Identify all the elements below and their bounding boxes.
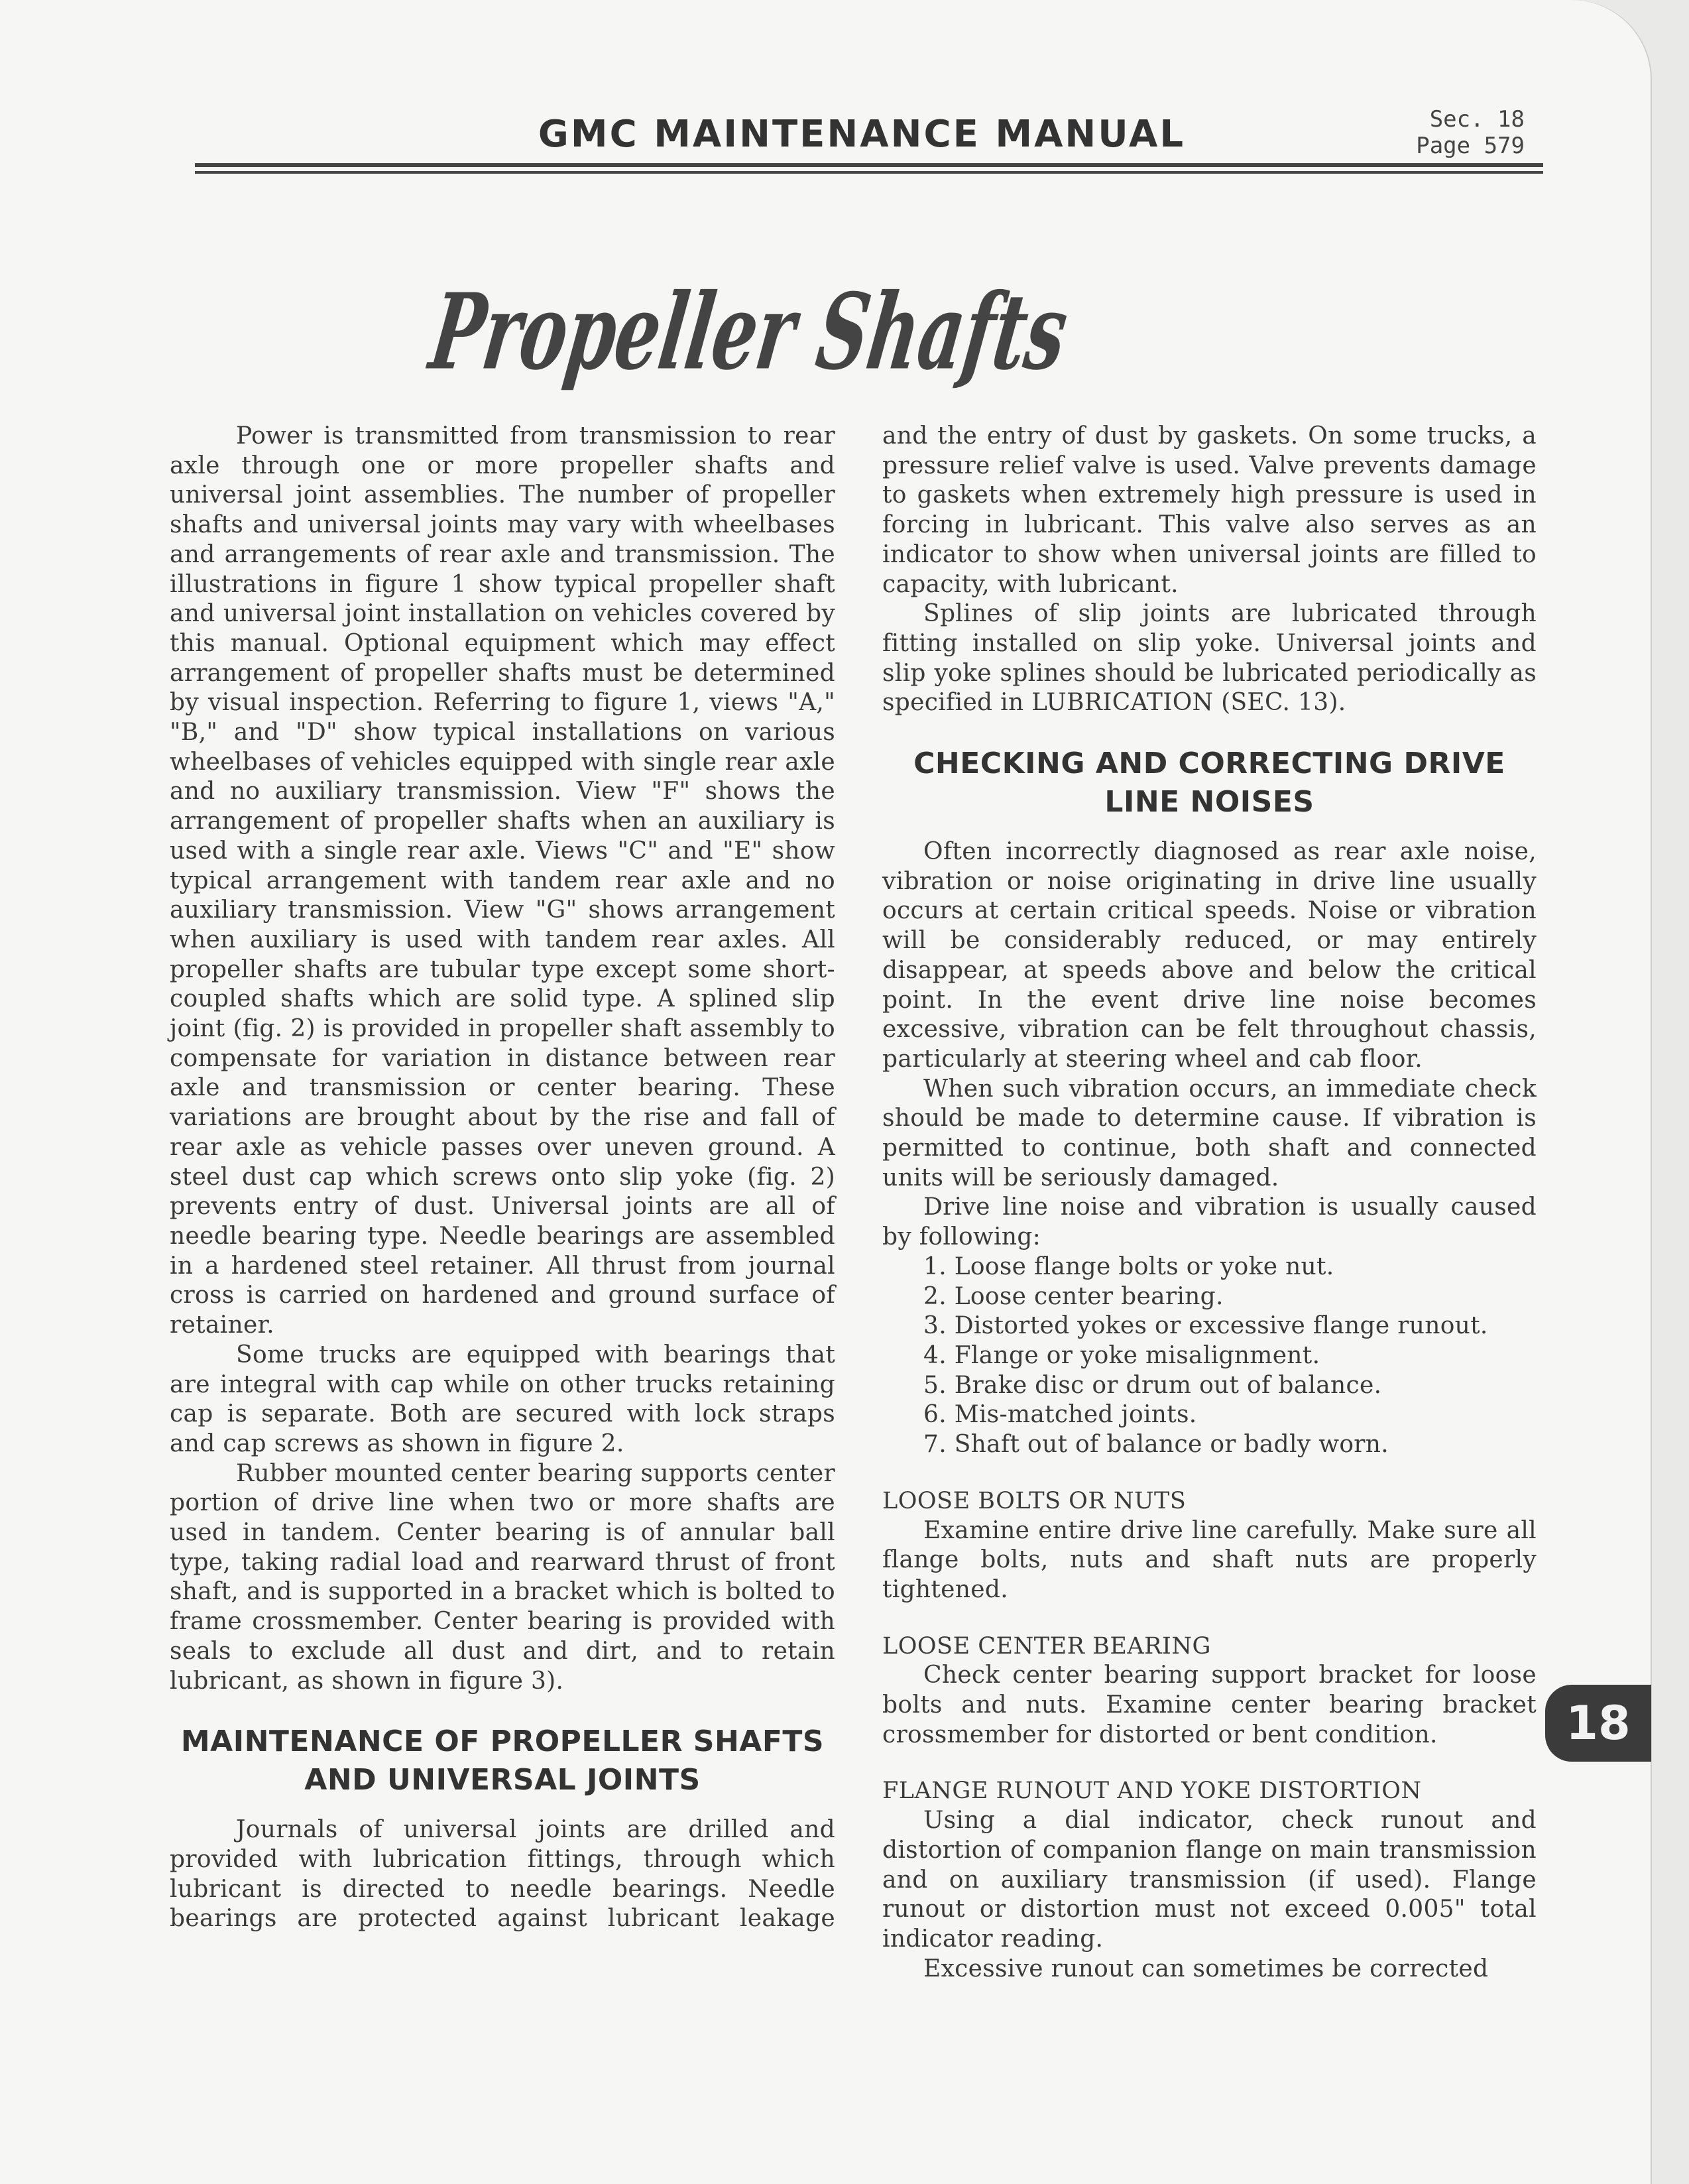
- paragraph: Using a dial indicator, check runout and distortion of companion flange on main transmission and on auxiliary transmission (if used). Flange runout or distortion must not exceed 0.005" total indicator reading.: [882, 1807, 1537, 1953]
- paragraph: Some trucks are equipped with bearings that are integral with cap while on other trucks retaining cap is separate. Both are secured with lock straps and cap screws as shown in figure 2.: [170, 1341, 835, 1457]
- list-item: 5. Brake disc or drum out of balance.: [923, 1371, 1382, 1399]
- paragraph: Excessive runout can sometimes be corrected: [923, 1955, 1489, 1982]
- list-item: 4. Flange or yoke misalignment.: [923, 1341, 1320, 1369]
- paragraph: Journals of universal joints are drilled and provided with lubrication fittings, through which lubricant is directed to needle bearings. Needle bearings are protected against lubricant leakage: [170, 1816, 835, 1933]
- list-item: 3. Distorted yokes or excessive flange runout.: [923, 1312, 1488, 1340]
- section-page-label: [1392, 106, 1525, 159]
- causes-list: [882, 1252, 1537, 1460]
- header-rule: [195, 171, 1543, 174]
- list-item: 1. Loose flange bolts or yoke nut.: [923, 1252, 1334, 1280]
- right-column: [882, 422, 1537, 1984]
- paragraph: Rubber mounted center bearing supports center portion of drive line when two or more shafts are used in tandem. Center bearing is of annular ball type, taking radial load and rearward thrust of front shaft, and is supported in a bracket which is bolted to frame crossmember. Center bearing is provided with seals to exclude all dust and dirt, and to retain lubricant, as shown in figure 3).: [170, 1459, 835, 1695]
- header-rule: [195, 163, 1543, 167]
- paragraph: and the entry of dust by gaskets. On some trucks, a pressure relief valve is used. Valve prevents damage to gaskets when extremely high pressure is used in forcing in lubricant. This valve also serves as an indicator to show when universal joints are filled to capacity, with lubricant.: [882, 422, 1537, 598]
- chapter-title: Propeller Shafts: [423, 270, 1075, 393]
- section-heading: CHECKING AND CORRECTING DRIVE LINE NOISES: [913, 747, 1505, 819]
- page-number: Page 579: [1416, 133, 1525, 159]
- list-item: 6. Mis-matched joints.: [923, 1401, 1197, 1429]
- subheading: LOOSE CENTER BEARING: [882, 1632, 1211, 1660]
- manual-title: GMC MAINTENANCE MANUAL: [538, 113, 1186, 156]
- paragraph: Often incorrectly diagnosed as rear axle noise, vibration or noise originating in drive line usually occurs at certain critical speeds. Noise or vibration will be considerably reduced, or may entirely disappear, at speeds above and below the critical point. In the event drive line noise becomes excessive, vibration can be felt throughout chassis, particularly at steering wheel and cab floor.: [882, 838, 1537, 1073]
- paragraph: Examine entire drive line carefully. Make sure all flange bolts, nuts and shaft nuts are properly tightened.: [882, 1516, 1537, 1603]
- subheading: FLANGE RUNOUT AND YOKE DISTORTION: [882, 1778, 1422, 1805]
- paragraph: When such vibration occurs, an immediate check should be made to determine cause. If vibration is permitted to continue, both shaft and connected units will be seriously damaged.: [882, 1075, 1537, 1191]
- list-item: 2. Loose center bearing.: [923, 1282, 1224, 1310]
- section-tab: 18: [1545, 1685, 1651, 1762]
- paragraph: Splines of slip joints are lubricated through fitting installed on slip yoke. Universal joints and slip yoke splines should be lubricated periodically as specified in LUBRICATION (SEC. 13).: [882, 600, 1537, 717]
- list-item: 7. Shaft out of balance or badly worn.: [923, 1431, 1389, 1459]
- paragraph: Drive line noise and vibration is usually caused by following:: [882, 1193, 1537, 1251]
- paragraph: Check center bearing support bracket for loose bolts and nuts. Examine center bearing bracket crossmember for distorted or bent condition.: [882, 1662, 1537, 1748]
- section-number: Sec. 18: [1429, 106, 1525, 133]
- paragraph: Power is transmitted from transmission to rear axle through one or more propeller shafts and universal joint assemblies. The number of propeller shafts and universal joints may vary with wheelbases and arrangements of rear axle and transmission. The illustrations in figure 1 show typical propeller shaft and universal joint installation on vehicles covered by this manual. Optional equipment which may effect arrangement of propeller shafts must be determined by visual inspection. Referring to figure 1, views "A," "B," and "D" show typical installations on various wheelbases of vehicles equipped with single rear axle and no auxiliary transmission. View "F" shows the arrangement of propeller shafts when an auxiliary is used with a single rear axle. Views "C" and "E" show typical arrangement with tandem rear axle and no auxiliary transmission. View "G" shows arrangement when auxiliary is used with tandem rear axles. All propeller shafts are tubular type except some short-coupled shafts which are solid type. A splined slip joint (fig. 2) is provided in propeller shaft assembly to compensate for variation in distance between rear axle and transmission or center bearing. These variations are brought about by the rise and fall of rear axle as vehicle passes over uneven ground. A steel dust cap which screws onto slip yoke (fig. 2) prevents entry of dust. Universal joints are all of needle bearing type. Needle bearings are assembled in a hardened steel retainer. All thrust from journal cross is carried on hardened and ground surface of retainer.: [170, 422, 835, 1339]
- subheading: LOOSE BOLTS OR NUTS: [882, 1487, 1187, 1514]
- section-heading: MAINTENANCE OF PROPELLER SHAFTS AND UNIVERSAL JOINTS: [180, 1725, 825, 1797]
- left-column: [170, 422, 835, 1934]
